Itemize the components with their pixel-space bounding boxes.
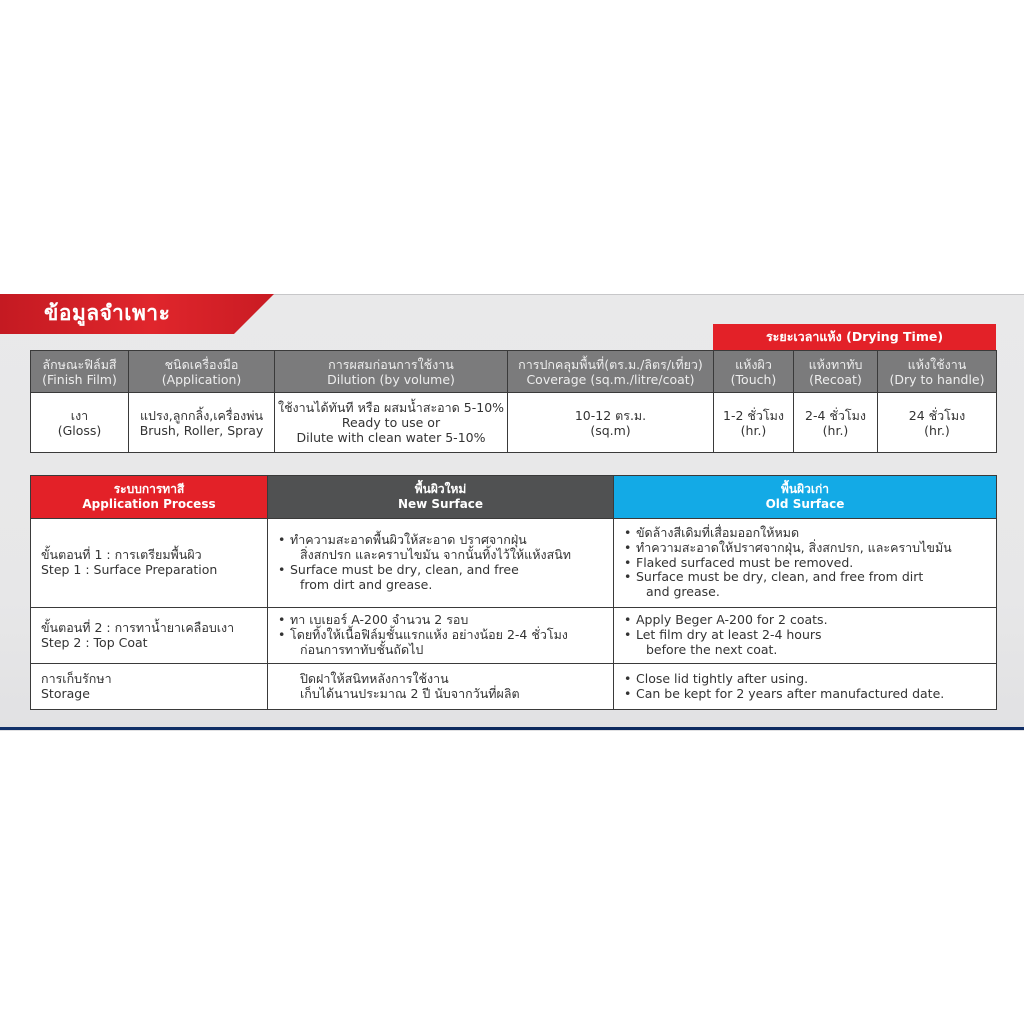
list-item: [278, 643, 609, 658]
process-row-surface-preparation: [31, 519, 997, 608]
list-item-text: ขัดล้างสีเดิมที่เสื่อมออกให้หมด: [636, 525, 800, 540]
old-surface-instructions: [614, 664, 997, 710]
value-recoat: 2-4 ชั่วโมง (hr.): [794, 393, 878, 453]
process-row-top-coat: [31, 608, 997, 664]
list-item-text: Close lid tightly after using.: [636, 670, 809, 686]
process-row-storage: [31, 664, 997, 710]
step-label-line: Step 2 : Top Coat: [41, 634, 148, 650]
process-table: [30, 475, 997, 710]
old-surface-list: [614, 526, 996, 600]
list-item: [624, 687, 992, 702]
list-item: [278, 628, 609, 643]
step-label-line: Storage: [41, 685, 90, 701]
old-surface-list: [614, 613, 996, 657]
bullet-icon: •: [624, 685, 632, 701]
process-header-row: [31, 476, 997, 519]
list-item-text: ทำความสะอาดให้ปราศจากฝุ่น, สิ่งสกปรก, และคราบไขมัน: [636, 539, 952, 555]
value-application: แปรง,ลูกกลิ้ง,เครื่องพ่น Brush, Roller, Spray: [129, 393, 275, 453]
bullet-icon: •: [624, 525, 632, 540]
list-item-text: Apply Beger A-200 for 2 coats.: [636, 612, 828, 628]
list-item: [624, 613, 992, 628]
value-coverage: 10-12 ตร.ม. (sq.m): [508, 393, 714, 453]
step-label-line: ขั้นตอนที่ 2 : การทาน้ำยาเคลือบเงา: [41, 619, 235, 635]
list-item: [624, 570, 992, 585]
spec-value-row: [31, 393, 997, 453]
list-item-text: Flaked surfaced must be removed.: [636, 554, 854, 570]
bullet-icon: •: [624, 569, 632, 585]
step-label: [31, 608, 268, 664]
bullet-icon: •: [278, 562, 286, 577]
header-application-process: ระบบการทาสี Application Process: [31, 476, 268, 519]
panel-bottom-bar: [0, 727, 1024, 730]
page-title: ข้อมูลจำเพาะ: [44, 301, 171, 325]
header-new-surface: พื้นผิวใหม่ New Surface: [268, 476, 614, 519]
spec-header-row: [31, 351, 997, 393]
header-coverage: การปกคลุมพื้นที่(ตร.ม./ลิตร/เที่ยว) Coverage (sq.m./litre/coat): [508, 351, 714, 393]
step-label: [31, 664, 268, 710]
header-finish-film: ลักษณะฟิล์มสี (Finish Film): [31, 351, 129, 393]
process-body: [31, 519, 997, 710]
list-item: [624, 585, 992, 600]
value-dry-to-handle: 24 ชั่วโมง (hr.): [878, 393, 997, 453]
bullet-icon: •: [278, 532, 286, 548]
list-item: [278, 563, 609, 578]
bullet-icon: •: [624, 627, 632, 643]
new-surface-list: [268, 613, 613, 657]
list-item: [278, 613, 609, 628]
list-item-text: Can be kept for 2 years after manufactured date.: [636, 685, 945, 701]
header-touch: แห้งผิว (Touch): [714, 351, 794, 393]
new-surface-instructions: [268, 519, 614, 608]
header-dilution: การผสมก่อนการใช้งาน Dilution (by volume): [275, 351, 508, 393]
list-item: [278, 672, 609, 687]
list-item: [624, 556, 992, 571]
bullet-icon: •: [624, 670, 632, 686]
header-old-surface: พื้นผิวเก่า Old Surface: [614, 476, 997, 519]
list-item-text: Surface must be dry, clean, and free from dirt: [636, 569, 924, 585]
list-item-text: เก็บได้นานประมาณ 2 ปี นับจากวันที่ผลิต: [300, 685, 520, 701]
list-item: [624, 628, 992, 643]
header-recoat: แห้งทาทับ (Recoat): [794, 351, 878, 393]
bullet-icon: •: [624, 539, 632, 555]
list-item-text: from dirt and grease.: [300, 576, 433, 592]
list-item-text: ปิดฝาให้สนิทหลังการใช้งาน: [300, 670, 449, 686]
new-surface-list: [268, 533, 613, 592]
list-item: [278, 687, 609, 702]
list-item-text: before the next coat.: [646, 641, 778, 657]
list-item-text: and grease.: [646, 584, 720, 600]
spec-table: [30, 350, 997, 453]
bullet-icon: •: [278, 627, 286, 643]
new-surface-list: [268, 672, 613, 702]
step-label-line: ขั้นตอนที่ 1 : การเตรียมพื้นผิว: [41, 547, 202, 563]
new-surface-instructions: [268, 608, 614, 664]
list-item-text: Surface must be dry, clean, and free: [290, 562, 519, 577]
list-item-text: โดยทิ้งให้เนื้อฟิล์มชั้นแรกแห้ง อย่างน้อย 2-4 ชั่วโมง: [290, 627, 568, 643]
old-surface-list: [614, 672, 996, 702]
old-surface-instructions: [614, 608, 997, 664]
list-item: [278, 533, 609, 548]
drying-time-label: ระยะเวลาแห้ง (Drying Time): [713, 324, 996, 350]
step-label-line: การเก็บรักษา: [41, 670, 112, 686]
bullet-icon: •: [624, 554, 632, 570]
list-item: [278, 578, 609, 593]
list-item: [278, 548, 609, 563]
bullet-icon: •: [624, 612, 632, 628]
value-touch: 1-2 ชั่วโมง (hr.): [714, 393, 794, 453]
list-item: [624, 541, 992, 556]
list-item-text: ทา เบเยอร์ A-200 จำนวน 2 รอบ: [290, 612, 469, 628]
list-item: [624, 643, 992, 658]
list-item: [624, 672, 992, 687]
list-item-text: ก่อนการทาทับชั้นถัดไป: [300, 641, 424, 657]
old-surface-instructions: [614, 519, 997, 608]
step-label-line: Step 1 : Surface Preparation: [41, 562, 218, 577]
bullet-icon: •: [278, 612, 286, 628]
list-item-text: Let film dry at least 2-4 hours: [636, 627, 822, 643]
list-item-text: ทำความสะอาดพื้นผิวให้สะอาด ปราศจากฝุ่น: [290, 532, 527, 548]
header-application: ชนิดเครื่องมือ (Application): [129, 351, 275, 393]
list-item-text: สิ่งสกปรก และคราบไขมัน จากนั้นทิ้งไว้ให้แห้งสนิท: [300, 547, 571, 563]
step-label: [31, 519, 268, 608]
value-dilution: ใช้งานได้ทันที หรือ ผสมน้ำสะอาด 5-10% Ready to use or Dilute with clean water 5-10%: [275, 393, 508, 453]
new-surface-instructions: [268, 664, 614, 710]
value-finish-film: เงา (Gloss): [31, 393, 129, 453]
header-dry-to-handle: แห้งใช้งาน (Dry to handle): [878, 351, 997, 393]
list-item: [624, 526, 992, 541]
